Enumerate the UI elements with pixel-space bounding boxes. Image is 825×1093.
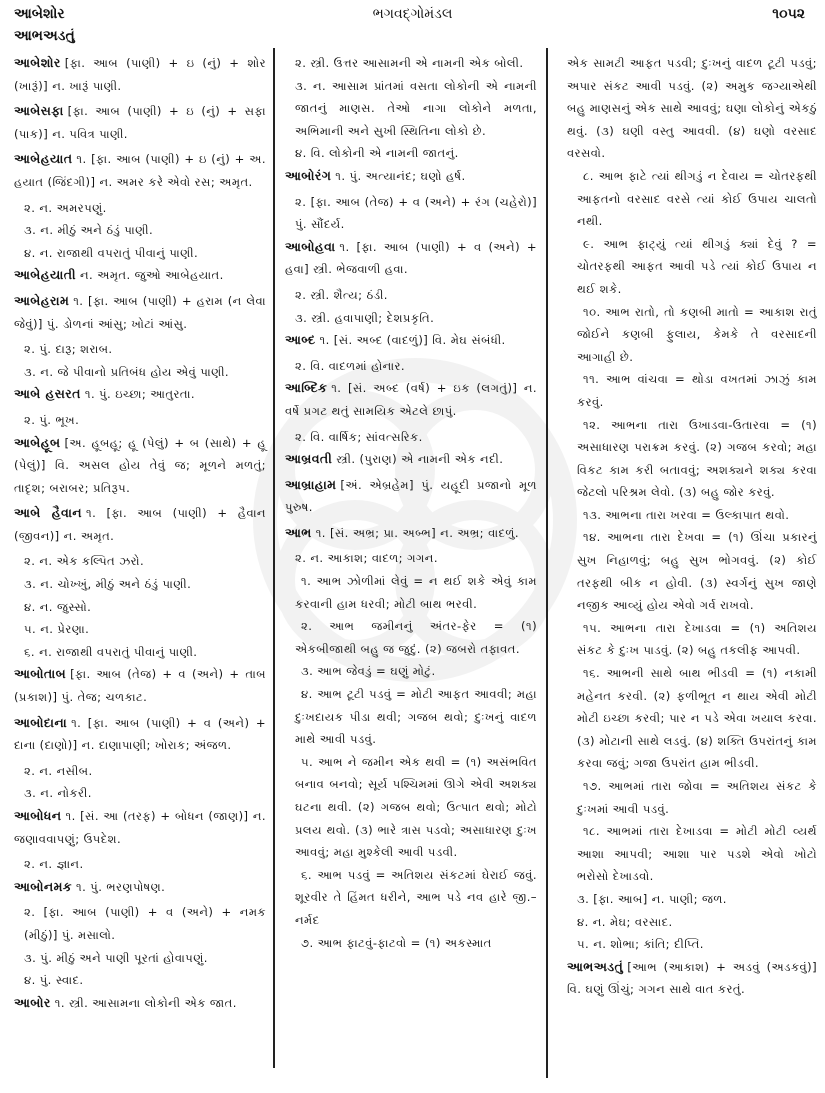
sense-item <box>285 191 537 236</box>
sense-item <box>285 52 537 75</box>
idiom-item <box>285 864 537 932</box>
definition-text: ૬. આભ પડવું = અતિશય સંકટમાં ઘેરાઈ જવું. શૂરવીર તે હિંમત ધરીને, આભ પડે નવ હારે જી.–નર્મદ <box>295 867 537 927</box>
definition-text: ૩. ન. મીઠું અને ઠંડું પાણી. <box>24 223 154 238</box>
definition-text: ૧. પું. અત્યાનંદ; ઘણો હર્ષ. <box>335 168 466 183</box>
definition-text: ૧. [ફા. આબ (પાણી) + હૈવાન (જીવન)] ન. અમૃત. <box>14 506 266 543</box>
definition-text: ૧. [ફા. આબ (પાણી) + ઇ (નું) + અ. હયાત (જિંદગી)] ન. અમર કરે એવો રસ; અમૃત. <box>14 152 266 189</box>
definition-text: ૨. ન. આકાશ; વાદળ; ગગન. <box>295 551 438 566</box>
dictionary-entry <box>14 805 266 850</box>
sense-item <box>567 933 817 956</box>
column-2 <box>285 52 537 1093</box>
headword: આબોતાબ <box>14 666 67 682</box>
dictionary-entry <box>285 236 537 281</box>
headword: આબોદાના <box>14 714 68 730</box>
continued-text <box>567 52 817 165</box>
headword: આબોહવા <box>285 238 336 254</box>
headword: આબ્રાહામ <box>285 476 337 492</box>
headword: આબોધન <box>14 808 62 823</box>
definition-text: ૧૦. આભ રાતો, તો કણબી માતો = આકાશ રાતું જોઈને કણબી ફુલાય, કેમકે તે વરસાદની આગાહી છે. <box>577 304 817 364</box>
page-header <box>14 6 811 26</box>
definition-text: ૧. [સં. અભ્ર; પ્રા. અબ્ભ] ન. અભ્ર; વાદળું. <box>315 525 519 540</box>
definition-text: ૪. ન. જુસ્સો. <box>24 599 92 614</box>
column-3 <box>567 52 817 1093</box>
definition-text: ૧૧. આભ વાંચવા = થોડા વખતમાં ઝાઝું કામ કરવું. <box>577 372 817 409</box>
sense-item <box>14 242 266 265</box>
dictionary-entry <box>14 264 266 287</box>
definition-text: ૧. [સં. અબ્દ (વર્ષ) + ઇક (લગતું)] ન. વર્ષે પ્રગટ થતું સામયિક એટલે છાપું. <box>285 381 537 418</box>
definition-text: ૪. આભ ટૂટી પડવું = મોટી આફત આવવી; મહા દુઃખદાયક પીડા થવી; ગજબ થવો; દુઃખનું વાદળ માથે આવી પડવું. <box>295 687 537 747</box>
idiom-item <box>567 414 817 504</box>
sense-item <box>14 760 266 783</box>
headword: આબે હસરત <box>14 386 81 402</box>
definition-text: ૩. [ફા. આબ] ન. પાણી; જળ. <box>577 891 727 906</box>
definition-text: ૨. ન. એક કલ્પિત ઝરો. <box>24 554 145 569</box>
definition-text: ૨. [ફા. આબ (તેજ) + વ (અને) + રંગ (ચહેરો)] પું. સૌંદર્ય. <box>295 194 537 232</box>
definition-text: ૧૮. આભમાં તારા દેખાડવા = મોટી મોટી વ્યર્થ આશા આપવી; આશા પાર પડશે એવો ખોટો ભરોસો દેખાડવો. <box>577 824 817 884</box>
headword: આબેશોર <box>14 55 61 70</box>
definition-text: ૩. સ્ત્રી. હવાપાણી; દેશપ્રકૃતિ. <box>295 310 435 325</box>
sense-item <box>285 547 537 570</box>
dictionary-entry <box>14 992 266 1015</box>
definition-text: [અ. હૂબહૂ; હૂ (પેલું) + બ (સાથે) + હૂ (પેલું)] વિ. અસલ હોય તેવું જ; મૂળને મળતું; તાદૃશ; બરાબર; પ્રતિરૂપ. <box>14 435 266 495</box>
headword: આબેહયાત <box>14 151 73 167</box>
column-1 <box>14 52 266 1093</box>
dictionary-entry <box>285 474 537 519</box>
sense-item <box>14 338 266 361</box>
definition-text: ૫. ન. પ્રેરણા. <box>24 622 90 637</box>
definition-text: ૩. ન. નોકરી. <box>24 786 92 801</box>
idiom-item <box>285 615 537 660</box>
sense-item <box>14 641 266 664</box>
definition-text: ૧૫. આભના તારા દેખાડવા = (૧) અતિશય સંકટ કે દુઃખ પાડવું. (૨) બહુ તકલીફ આપવી. <box>577 620 817 658</box>
idiom-item <box>285 932 537 955</box>
definition-text: ૭. આભ ફાટવું-ફાટવો = (૧) અકસ્માત <box>301 935 492 950</box>
definition-text: સ્ત્રી. (પુરાણ) એ નામની એક નદી. <box>336 452 504 467</box>
column-divider-2 <box>546 48 548 1078</box>
dictionary-entry <box>567 956 817 1001</box>
definition-text: ન. અમૃત. જુઓ આબેહયાત. <box>80 268 224 283</box>
sense-item <box>285 284 537 307</box>
definition-text: ૧. [ફા. આબ (પાણી) + હરામ (ન લેવા જેવું)] પું. ડોળનાં આંસુ; ખોટાં આંસુ. <box>14 293 266 331</box>
idiom-item <box>567 820 817 888</box>
dictionary-entry <box>14 502 266 547</box>
dictionary-entry <box>285 165 537 188</box>
definition-text: ૧. સ્ત્રી. આસામના લોકોની એક જાત. <box>54 995 237 1010</box>
sense-item <box>14 901 266 946</box>
dictionary-entry <box>14 876 266 899</box>
headword: આબ્દ <box>285 332 316 348</box>
dictionary-entry <box>14 432 266 500</box>
guide-word-left: આબેશોર <box>14 6 65 22</box>
idiom-item <box>285 751 537 864</box>
definition-text: [ફા. આબ (પાણી) + ઇ (નું) + શોર (ખારૂં)] ન. ખારૂં પાણી. <box>14 56 266 93</box>
definition-text: ૧૬. આભની સાથે બાથ ભીડવી = (૧) નકામી મહેનત કરવી. (૨) ફળીભૂત ન થાય એવી મોટી મોટી ઇચ્છા કરવી; પાર ન પડે એવા ખયાલ કરવા. (૩) મોટાની સાથે લડવું. (૪) શક્તિ ઉપરાંતનું કામ કરવા જવું; ગજા ઉપરાંત હામ ભીડવી. <box>577 666 817 771</box>
definition-text: ૧૩. આભના તારા ખરવા = ઉલ્કાપાત થવો. <box>583 507 790 522</box>
idiom-item <box>567 368 817 413</box>
headword: આબોર <box>14 994 51 1010</box>
definition-text: ૨. સ્ત્રી. ઉત્તર આસામની એ નામની એક બોલી. <box>295 56 524 70</box>
definition-text: ૨. [ફા. આબ (પાણી) + વ (અને) + નમક (મીઠું)] પું. મસાલો. <box>24 905 266 942</box>
dictionary-entry <box>285 329 537 352</box>
sense-item <box>14 197 266 220</box>
headword: આબેહૂબ <box>14 434 61 450</box>
definition-text: ૮. આભ ફાટે ત્યાં થીગડું ન દેવાય = ચોતરફથી આફતનો વરસાદ વરસે ત્યાં કોઈ ઉપાય ચાલતો નથી. <box>577 168 817 229</box>
sense-item <box>14 361 266 384</box>
definition-text: ૧. પું. ભરણપોષણ. <box>76 879 166 894</box>
definition-text: ૧. [ફા. આબ (પાણી) + વ (અને) + દાના (દાણો)] ન. દાણાપાણી; ખોરાક; અંજળ. <box>14 715 266 753</box>
guide-word-sub: આભઅડતું <box>14 28 75 44</box>
idiom-item <box>567 662 817 775</box>
idiom-item <box>567 775 817 820</box>
sense-item <box>285 426 537 449</box>
dictionary-entry <box>14 290 266 335</box>
page-number: ૧૦૫૨ <box>772 6 805 22</box>
dictionary-title: ભગવદ્ગોમંડલ <box>372 6 453 22</box>
headword: આભઅડતું <box>567 958 624 974</box>
definition-text: [અં. એબ્રહેમ] પું. યહૂદી પ્રજાનો મૂળ પુરુષ. <box>285 477 537 515</box>
definition-text: ૧. પું. ઇચ્છા; આતુરતા. <box>84 387 195 402</box>
headword: આબે હૈવાન <box>14 505 82 521</box>
definition-text: ૩. ન. ચોખ્ખું, મીઠું અને ઠંડું પાણી. <box>24 577 192 592</box>
dictionary-entry <box>14 52 266 97</box>
sense-item <box>14 853 266 876</box>
headword: આબ્દિક <box>285 380 328 396</box>
sense-item <box>14 550 266 573</box>
dictionary-entry <box>14 148 266 193</box>
sense-item <box>14 618 266 641</box>
definition-text: ૪. વિ. લોકોની એ નામની જાતનું. <box>295 146 459 161</box>
definition-text: ૯. આભ ફાટ્યું ત્યાં થીગડું ક્યાં દેવું ? = ચોતરફથી આફત આવી પડે ત્યાં કોઈ ઉપાય ન થઈ શકે. <box>577 236 817 296</box>
definition-text: ૧. [સં. આ (તરફ) + બોધન (જાણ)] ન. જણાવવાપણું; ઉપદેશ. <box>14 809 266 846</box>
definition-text: ૩. ન. આસામ પ્રાંતમાં વસતા લોકોની એ નામની જાતનું માણસ. તેઓ નાગા લોકોને મળતા, અભિમાની અને સુખી સ્થિતિના લોકો છે. <box>295 78 537 138</box>
sense-item <box>567 911 817 934</box>
definition-text: ૪. પું. સ્વાદ. <box>24 973 84 988</box>
definition-text: ૧૨. આભના તારા ઉખાડવા-ઉતારવા = (૧) અસાધારણ પરાક્રમ કરવું. (૨) ગજબ કરવો; મહા વિકટ કામ કરી બતાવવું; અશક્યને શક્ય કરવા જેટલો પરિશ્રમ લેવો. (૩) બહુ જોર કરવું. <box>577 417 817 500</box>
definition-text: ૫. આભ ને જમીન એક થવી = (૧) અસંભવિત બનાવ બનવો; સૂર્ય પશ્ચિમમાં ઊગે એવી અશક્ય ઘટના થવી. (૨) ગજબ થવો; ઉત્પાત થવો; મોટો પ્રલય થવો. (૩) ભારે ત્રાસ પડવો; અસાધારણ દુઃખ આવવું; મહા મુશ્કેલી આવી પડવી. <box>295 754 537 860</box>
definition-text: [આભ (આકાશ) + અડવું (અડકવું)] વિ. ઘણું ઊંચું; ગગન સાથે વાત કરતું. <box>567 959 817 997</box>
definition-text: ૨. ન. જ્ઞાન. <box>24 857 84 872</box>
sense-item <box>14 969 266 992</box>
idiom-item <box>567 617 817 662</box>
sense-item <box>285 307 537 330</box>
sense-item <box>285 142 537 165</box>
sense-item <box>285 75 537 143</box>
headword: આબોરંગ <box>285 167 332 183</box>
headword: આબેસફા <box>14 103 64 119</box>
dictionary-entry <box>14 663 266 708</box>
dictionary-entry <box>285 448 537 471</box>
definition-text: ૫. ન. શોભા; કાંતિ; દીપ્તિ. <box>577 937 704 952</box>
sense-item <box>14 573 266 596</box>
idiom-item <box>285 660 537 683</box>
definition-text: ૧૭. આભમાં તારા જોવા = અતિશય સંકટ કે દુઃખમાં આવી પડવું. <box>577 779 817 816</box>
definition-text: ૨. પું. ભૂખ. <box>24 412 80 427</box>
dictionary-entry <box>285 522 537 545</box>
definition-text: ૩. ન. જે પીવાનો પ્રતિબંધ હોય એવું પાણી. <box>24 364 229 379</box>
definition-text: ૨. ન. અમરપણું. <box>24 200 107 215</box>
dictionary-entry <box>14 712 266 757</box>
sense-item <box>14 596 266 619</box>
sense-item <box>567 888 817 911</box>
headword: આબેહરામ <box>14 292 70 308</box>
definition-text: ૪. ન. મેઘ; વરસાદ. <box>577 914 673 929</box>
sense-item <box>14 409 266 432</box>
definition-text: ૪. ન. રાજાથી વપરાતું પીવાનું પાણી. <box>24 245 199 260</box>
idiom-item <box>285 570 537 615</box>
column-divider-1 <box>273 48 275 1068</box>
definition-text: ૨. ન. નસીબ. <box>24 763 93 778</box>
idiom-item <box>285 683 537 751</box>
idiom-item <box>567 526 817 616</box>
definition-text: ૨. વિ. વાર્ષિક; સાંવત્સરિક. <box>295 429 423 444</box>
definition-text: એક સામટી આફત પડવી; દુઃખનું વાદળ ટૂટી પડવું; અપાર સંકટ આવી પડવું. (૨) અમુક જગ્યાએથી બહુ માણસનું એક સાથે આવવું; ઘણા લોકોનું એકઠું થવું. (૩) ઘણી વસ્તુ આવવી. (૪) ઘણો વરસાદ વરસવો. <box>567 56 817 161</box>
headword: આબોનમક <box>14 878 73 894</box>
definition-text: [ફા. આબ (તેજ) + વ (અને) + તાબ (પ્રકાશ)] પું. તેજ; ચળકાટ. <box>14 667 266 705</box>
headword: આબ્રવતી <box>285 451 333 467</box>
definition-text: ૩. આભ જેવડું = ઘણું મોટું. <box>301 664 436 679</box>
dictionary-entry <box>14 383 266 406</box>
definition-text: ૬. ન. રાજાથી વપરાતું પીવાનું પાણી. <box>24 644 198 659</box>
dictionary-entry <box>14 100 266 145</box>
idiom-item <box>567 233 817 301</box>
definition-text: ૨. સ્ત્રી. શૈત્ય; ઠંડી. <box>295 287 388 302</box>
sense-item <box>14 947 266 970</box>
sense-item <box>14 782 266 805</box>
headword: આબેહયાતી <box>14 267 76 283</box>
sense-item <box>14 219 266 242</box>
idiom-item <box>567 504 817 527</box>
sense-item <box>285 355 537 378</box>
definition-text: ૨. આભ જમીનનું અંતર-ફેર = (૧) એકબીજાથી બહુ જ જુદું. (૨) જબરો તફાવત. <box>295 619 537 656</box>
definition-text: ૩. પું. મીઠું અને પાણી પૂરતાં હોવાપણું. <box>24 950 208 965</box>
definition-text: ૨. પું. દારૂ; શરાબ. <box>24 342 113 357</box>
dictionary-entry <box>285 377 537 422</box>
definition-text: ૧. [ફા. આબ (પાણી) + વ (અને) + હવા] સ્ત્રી. ભેજવાળી હવા. <box>285 239 537 277</box>
idiom-item <box>567 301 817 369</box>
definition-text: ૧૪. આભના તારા દેખવા = (૧) ઊંચા પ્રકારનું સુખ નિહાળવું; બહુ સુખ ભોગવવું. (૨) કોઈ તરફથી બીક ન હોવી. (૩) સ્વર્ગનું સુખ જાણે નજીક આવ્યું હોય એવો ગર્વ રાખવો. <box>577 530 817 613</box>
definition-text: [ફા. આબ (પાણી) + ઇ (નું) + સફા (પાક)] ન. પવિત્ર પાણી. <box>14 104 266 141</box>
definition-text: ૧. આભ ઝોળીમાં લેવું = ન થઈ શકે એવું કામ કરવાની હામ ધરવી; મોટી બાથ ભરવી. <box>295 574 537 611</box>
definition-text: ૨. વિ. વાદળમાં હોનાર. <box>295 358 405 373</box>
headword: આભ <box>285 524 312 540</box>
idiom-item <box>567 165 817 233</box>
definition-text: ૧. [સં. અબ્દ (વાદળું)] વિ. મેઘ સંબંધી. <box>319 333 506 348</box>
